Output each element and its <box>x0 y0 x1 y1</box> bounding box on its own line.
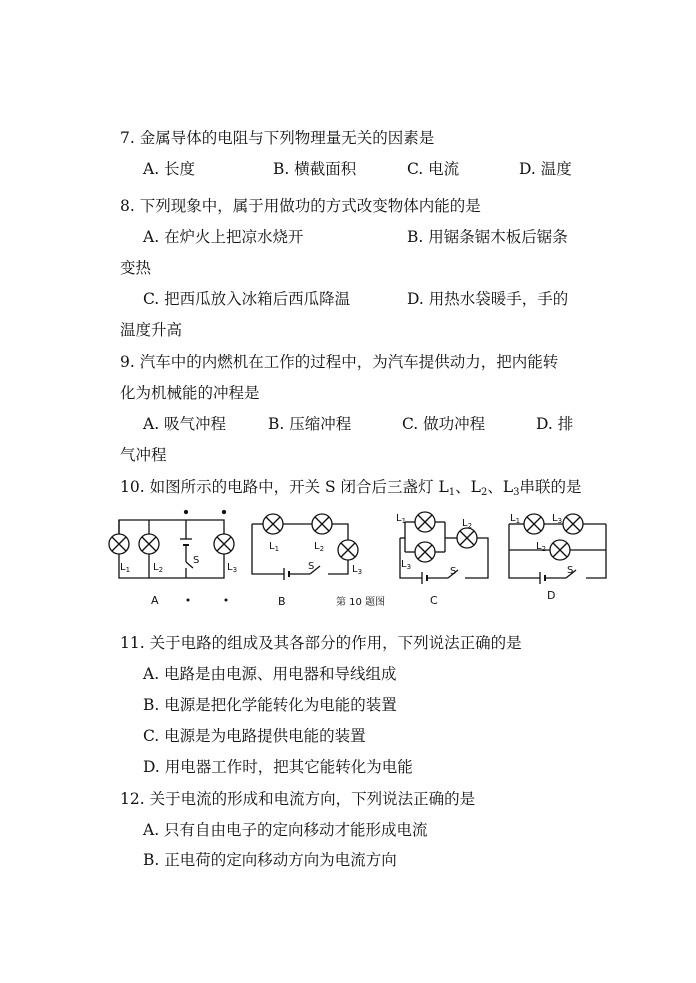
q7-option-c: C. 电流 <box>407 160 460 178</box>
q9-option-d-continued: 气冲程 <box>120 446 167 464</box>
q10-stem-suffix: 串联的是 <box>519 478 582 496</box>
figure-caption: 第 10 题图 <box>336 597 386 608</box>
circuit-c <box>400 512 488 584</box>
q12-option-a: A. 只有自由电子的定向移动才能形成电流 <box>143 821 428 839</box>
circuit-a-label: A <box>151 594 159 607</box>
circuit-c-lamp-label: $L_3$ <box>401 559 412 571</box>
q8-option-b-continued: 变热 <box>120 259 152 277</box>
q7-option-b: B. 横截面积 <box>273 160 357 178</box>
circuit-d-switch-label: S <box>567 565 574 576</box>
q10-stem: 10. 如图所示的电路中，开关 S 闭合后三盏灯 $L_1$、$L_2$、$L_3$串联的是 <box>120 478 582 498</box>
q7-stem: 7. 金属导体的电阻与下列物理量无关的因素是 <box>120 129 435 147</box>
q11-option-d: D. 用电器工作时，把其它能转化为电能 <box>143 758 413 776</box>
lamp-icon <box>338 540 358 560</box>
circuit-a-lamp-label: $L_3$ <box>227 562 238 574</box>
circuit-b-lamp-label: $L_2$ <box>314 541 325 553</box>
q10-stem-prefix: 10. 如图所示的电路中，开关 S 闭合后三盏灯 <box>120 478 439 496</box>
q11-option-a: A. 电路是由电源、用电器和导线组成 <box>143 665 397 683</box>
q8-option-d-continued: 温度升高 <box>120 321 183 339</box>
q8-option-b: B. 用锯条锯木板后锯条 <box>407 228 568 246</box>
q9-option-d: D. 排 <box>536 415 574 433</box>
circuit-a-lamp-label: $L_1$ <box>120 562 131 574</box>
lamp-l2-label: $L_2$ <box>470 478 488 498</box>
lamp-icon <box>109 534 129 554</box>
circuit-c-switch-label: S <box>450 566 457 577</box>
q9-stem-line2: 化为机械能的冲程是 <box>120 384 260 402</box>
q7-option-a: A. 长度 <box>143 160 196 178</box>
lamp-icon <box>563 514 583 534</box>
circuit-d-lamp-label: $L_2$ <box>536 541 547 553</box>
lamp-l3-label: $L_3$ <box>502 478 520 498</box>
lamp-icon <box>550 540 570 560</box>
q11-option-b: B. 电源是把化学能转化为电能的装置 <box>143 696 397 714</box>
q11-stem: 11. 关于电路的组成及其各部分的作用，下列说法正确的是 <box>120 634 522 652</box>
lamp-icon <box>312 514 332 534</box>
circuit-b <box>252 514 358 580</box>
circuit-d-label: D <box>547 589 556 602</box>
q9-option-a: A. 吸气冲程 <box>143 415 227 433</box>
q12-stem: 12. 关于电流的形成和电流方向，下列说法正确的是 <box>120 790 476 808</box>
circuit-d-lamp-label: $L_1$ <box>510 513 521 525</box>
circuit-c-label: C <box>430 594 438 607</box>
lamp-icon <box>457 528 477 548</box>
lamp-l1-label: $L_1$ <box>438 478 456 498</box>
q8-option-d: D. 用热水袋暖手，手的 <box>407 290 569 308</box>
q9-stem-line1: 9. 汽车中的内燃机在工作的过程中，为汽车提供动力，把内能转 <box>120 353 559 371</box>
circuit-d-lamp-label: $L_3$ <box>552 513 563 525</box>
q8-stem: 8. 下列现象中，属于用做功的方式改变物体内能的是 <box>120 197 481 215</box>
circuit-c-lamp-label: $L_1$ <box>396 513 407 525</box>
circuit-a-lamp-label: $L_2$ <box>153 562 164 574</box>
circuit-figure <box>100 500 620 615</box>
circuit-b-lamp-label: $L_3$ <box>352 564 363 576</box>
q11-option-c: C. 电源是为电路提供电能的装置 <box>143 727 366 745</box>
circuit-c-lamp-label: $L_2$ <box>462 518 473 530</box>
q8-option-a: A. 在炉火上把凉水烧开 <box>143 228 304 246</box>
q9-option-c: C. 做功冲程 <box>402 415 486 433</box>
lamp-icon <box>415 512 435 532</box>
circuit-b-switch-label: S <box>308 561 315 572</box>
q8-option-c: C. 把西瓜放入冰箱后西瓜降温 <box>143 290 351 308</box>
circuit-b-lamp-label: $L_1$ <box>269 541 280 553</box>
lamp-icon <box>524 514 544 534</box>
lamp-icon <box>139 534 159 554</box>
lamp-icon <box>415 542 435 562</box>
q12-option-b: B. 正电荷的定向移动方向为电流方向 <box>143 851 397 869</box>
circuit-b-label: B <box>278 595 286 608</box>
circuit-a-switch-label: S <box>193 555 200 566</box>
q9-option-b: B. 压缩冲程 <box>268 415 352 433</box>
lamp-icon <box>214 534 234 554</box>
lamp-icon <box>263 514 283 534</box>
q7-option-d: D. 温度 <box>519 160 572 178</box>
